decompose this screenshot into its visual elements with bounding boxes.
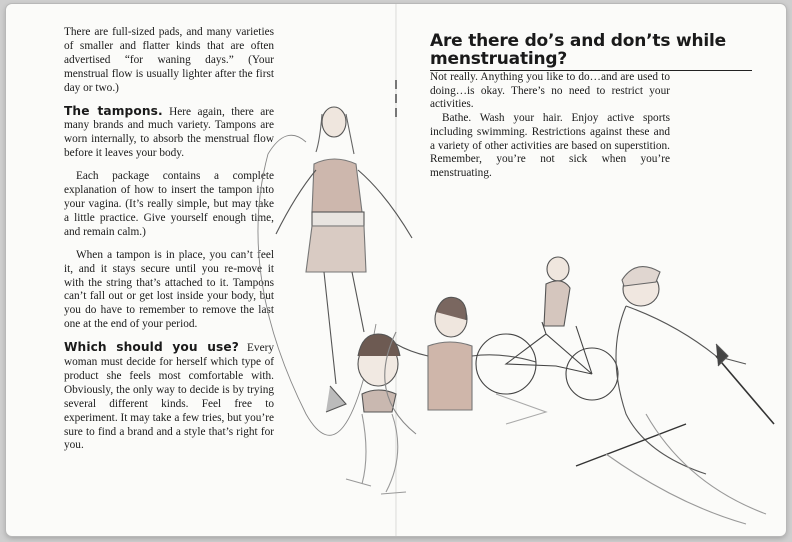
skier	[576, 267, 774, 524]
bicycle-girl	[476, 257, 618, 400]
archery-girl	[385, 297, 546, 434]
jump-rope-girl	[258, 107, 412, 435]
paragraph-package: Each package contains a complete explanation of how to insert the tampon into your vagina. (It’s really simple, but may take a little practice. Give yourself enough time, and remain calm.)	[64, 170, 274, 238]
tampons-body: Here again, there are many brands and much variety. Tampons are worn internally, to absorb the menstrual flow before it leaves your body.	[64, 105, 274, 160]
paragraph-tampons	[64, 105, 274, 162]
which-lead: Which should you use?	[64, 340, 239, 355]
paragraph-tampon-in-place: When a tampon is in place, you can’t feel it, and it stays secure until you re-move it with the string that’s attached to it. Tampons can’t fall out or get lost inside your body, but you do have to remember to remove the last one at the end of your period.	[64, 248, 274, 331]
heading-line-1: Are there do’s and don’ts while	[430, 31, 726, 51]
booklet-spread	[6, 4, 786, 536]
paragraph-pads: There are full-sized pads, and many varieties of smaller and flatter kinds that are often advertised “for waning days.” (Your menstrual flow is usually lighter after the first day or two.)	[64, 26, 274, 94]
which-body: Every woman must decide for herself which type of product she feels most comfortable with. Obviously, the only way to decide is by trying several different kinds. Feel free to experiment. It may take a few tries, but you’re sure to find a brand and a style that’s right for you.	[64, 342, 274, 452]
active-girls-illustration	[246, 94, 786, 534]
paragraph-which	[64, 341, 274, 453]
tampons-lead: The tampons.	[64, 103, 163, 118]
paragraph-bathe: Bathe. Wash your hair. Enjoy active sports including swimming. Restrictions against these and a variety of other activities are based on superstition. Remember, you’re not sick when you’re menstruating.	[430, 112, 670, 179]
section-heading	[430, 32, 752, 71]
left-page-text	[64, 26, 274, 462]
heading-line-2: menstruating?	[430, 49, 568, 69]
paragraph-not-really: Not really. Anything you like to do…and are used to doing…is okay. There’s no need to restrict your activities.	[430, 71, 670, 111]
